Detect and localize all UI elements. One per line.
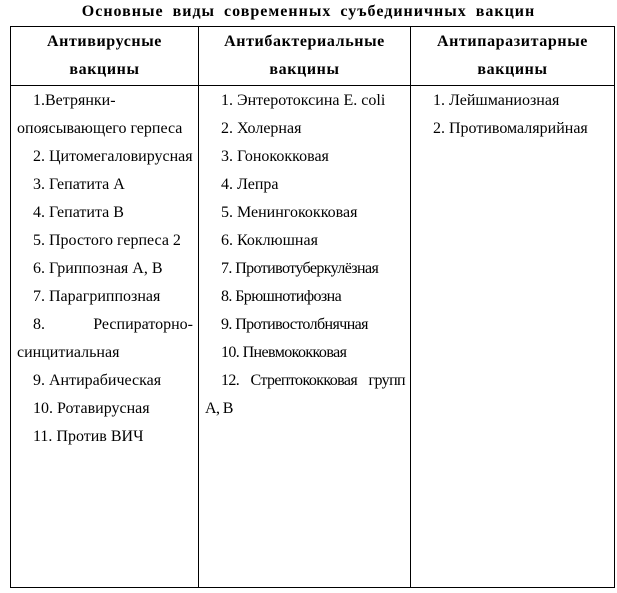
list-item: 2. Холерная — [221, 120, 302, 137]
antiviral-cell — [11, 86, 199, 588]
list-item: 9. Противостолбнячная — [221, 316, 368, 333]
list-item: 12. Стрептококковая групп А, В — [205, 372, 405, 417]
vaccines-table — [10, 26, 615, 588]
list-item: 2. Противомалярийная — [433, 120, 588, 137]
list-item: 6. Коклюшная — [221, 232, 318, 249]
list-item: 11. Против ВИЧ — [33, 428, 144, 445]
header-row — [11, 27, 615, 86]
list-item: 2. Цитомегаловирусная — [33, 148, 193, 165]
list-item: 5. Менингококковая — [221, 204, 358, 221]
list-item: 10. Пневмококковая — [221, 344, 347, 361]
list-item: 10. Ротавирусная — [33, 400, 150, 417]
list-item: 4. Гепатита В — [33, 204, 124, 221]
list-item: 5. Простого герпеса 2 — [33, 232, 181, 249]
list-item: 8. Брюшнотифозна — [221, 288, 342, 305]
list-item: 3. Гонококковая — [221, 148, 329, 165]
list-item: 9. Антирабическая — [33, 372, 162, 389]
antiparasitic-cell — [411, 86, 615, 588]
list-item: 1.Ветрянки-опоясывающего герпеса — [17, 92, 183, 137]
body-row — [11, 86, 615, 588]
header-antibacterial: Антибактериальные вакцины — [199, 27, 411, 86]
list-item: 6. Гриппозная А, В — [33, 260, 163, 277]
list-item: 8. Респираторно-синцитиальная — [17, 316, 193, 361]
header-antiparasitic: Антипаразитарные вакцины — [411, 27, 615, 86]
list-item: 7. Противотуберкулёзная — [221, 260, 379, 277]
list-item: 1. Лейшманиозная — [433, 92, 560, 109]
table-caption: Основные виды современных суъбединичных вакцин — [81, 3, 536, 20]
header-antiviral: Антивирусные вакцины — [11, 27, 199, 86]
list-item: 1. Энтеротоксина E. coli — [221, 92, 386, 109]
list-item: 4. Лепра — [221, 176, 279, 193]
antibacterial-cell — [199, 86, 411, 588]
list-item: 7. Парагриппозная — [33, 288, 161, 305]
list-item: 3. Гепатита А — [33, 176, 125, 193]
